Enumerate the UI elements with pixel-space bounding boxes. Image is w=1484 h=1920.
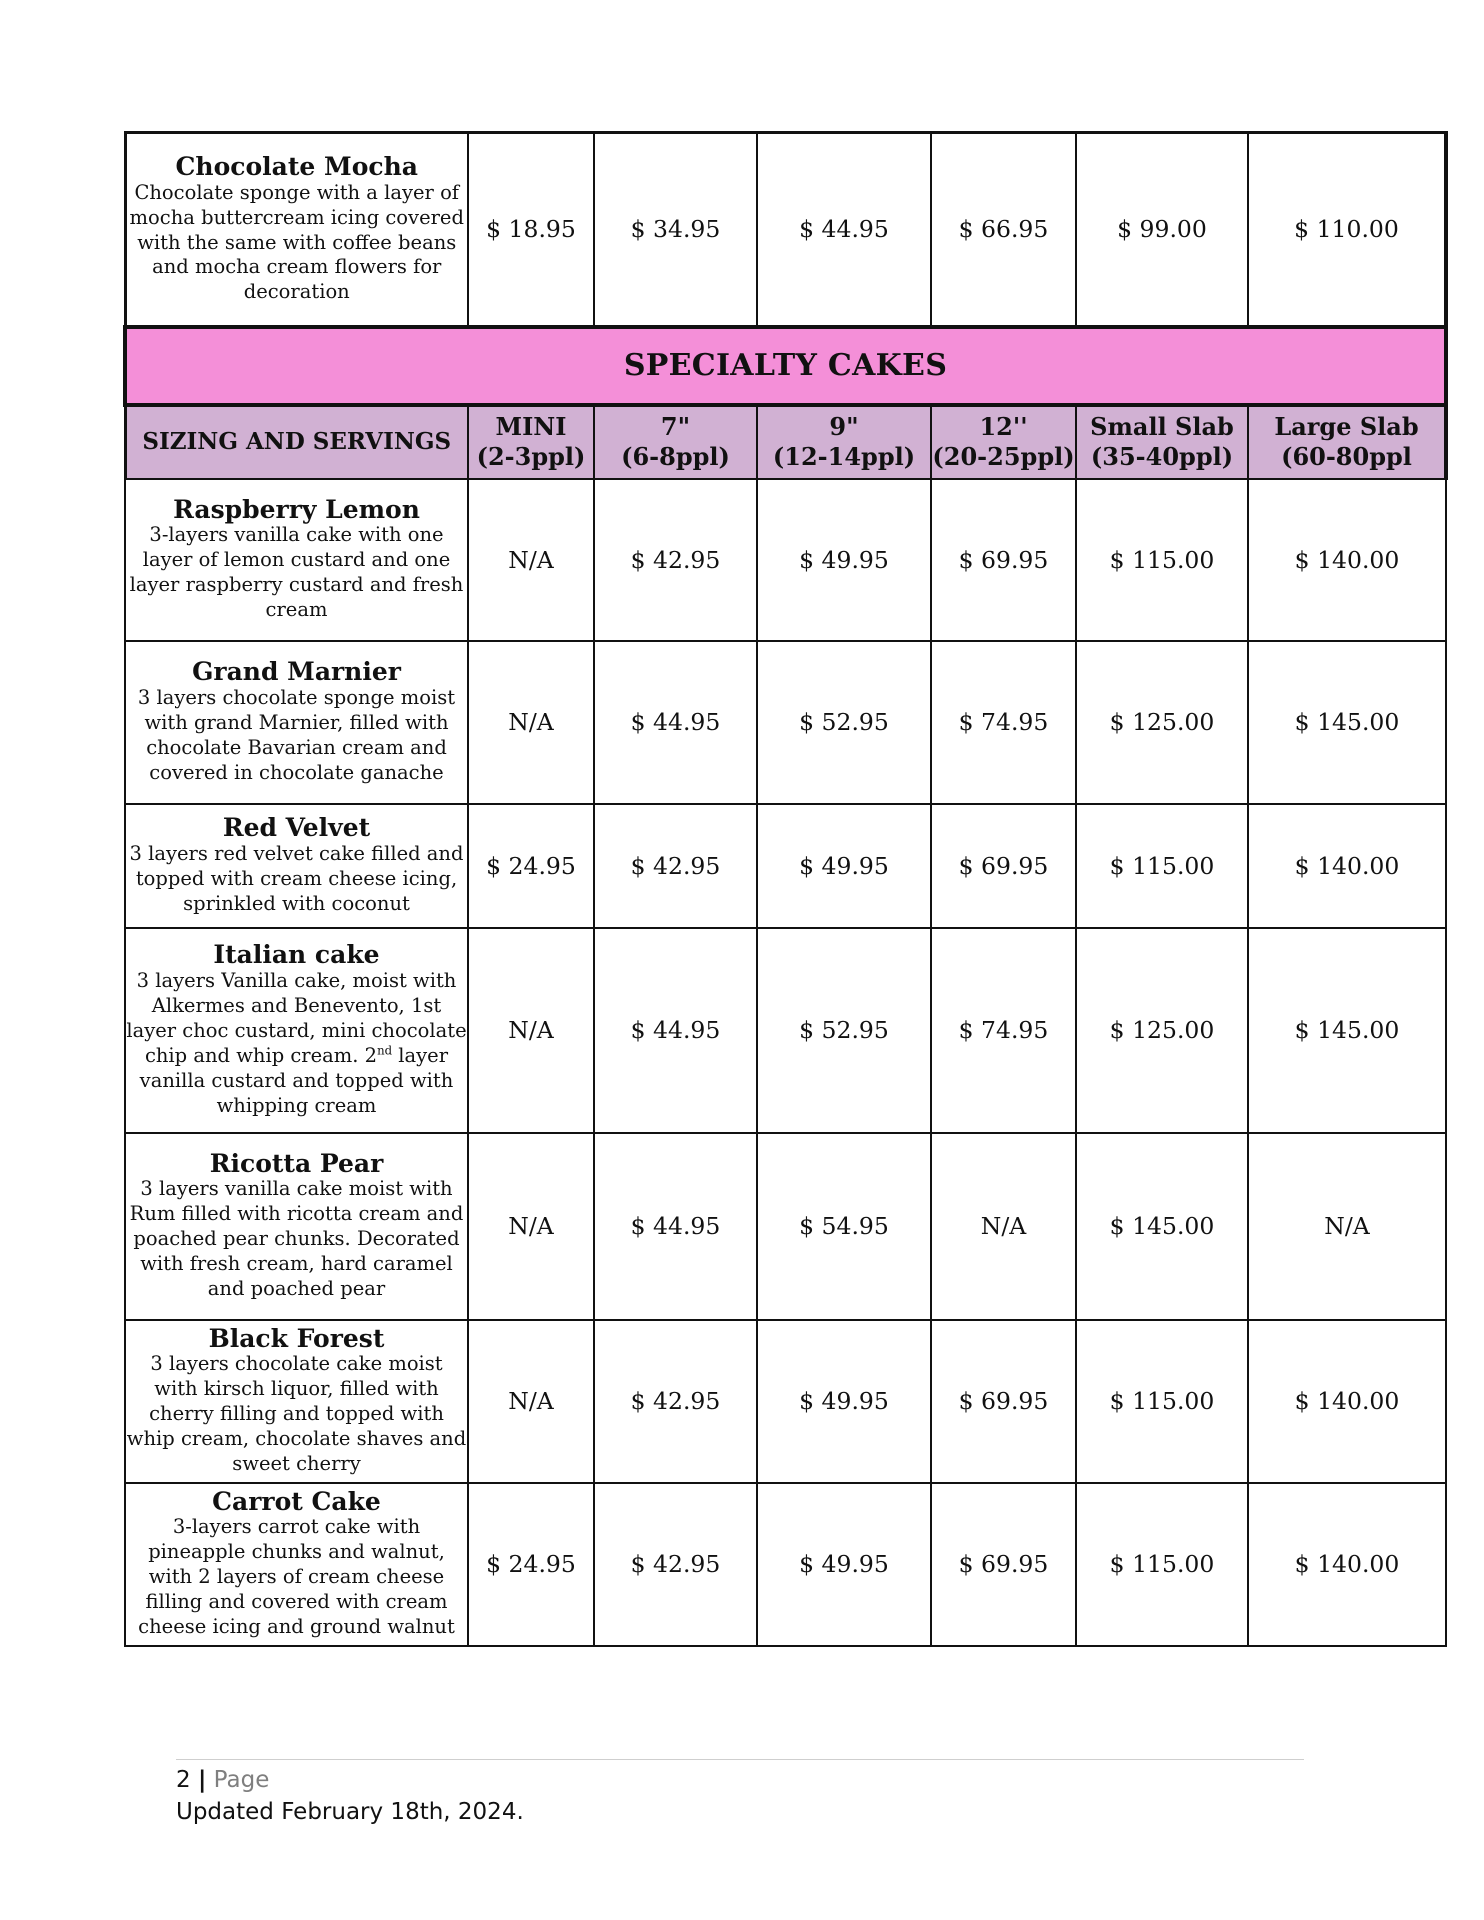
page-separator: |: [197, 1767, 207, 1793]
price-9in: $ 44.95: [757, 133, 931, 327]
header-servings: (12-14ppl): [772, 442, 916, 471]
cake-cell: [125, 479, 468, 641]
price-mini: $ 24.95: [468, 1483, 594, 1646]
price-mini: $ 24.95: [468, 804, 594, 928]
price-mini: N/A: [468, 479, 594, 641]
price-small-slab: $ 115.00: [1076, 1320, 1248, 1483]
header-size: Small Slab: [1090, 412, 1234, 441]
header-9in: [757, 405, 931, 479]
cake-name: Italian cake: [213, 940, 380, 970]
price-large-slab: $ 145.00: [1248, 641, 1446, 804]
price-large-slab: $ 145.00: [1248, 928, 1446, 1133]
cake-name: Red Velvet: [222, 813, 371, 843]
price-9in: $ 49.95: [757, 479, 931, 641]
table-row: [125, 1320, 1446, 1483]
cake-cell: [125, 641, 468, 804]
table-row: [125, 804, 1446, 928]
price-7in: $ 44.95: [594, 928, 757, 1133]
cake-cell: [125, 133, 468, 327]
cake-cell: [125, 804, 468, 928]
price-9in: $ 54.95: [757, 1133, 931, 1320]
cake-description: 3-layers vanilla cake with one layer of lemon custard and one layer raspberry custard and fresh cream: [129, 523, 464, 622]
cake-cell: [125, 1133, 468, 1320]
price-mini: N/A: [468, 641, 594, 804]
price-mini: N/A: [468, 928, 594, 1133]
page-indicator: [176, 1764, 524, 1796]
price-large-slab: N/A: [1248, 1133, 1446, 1320]
cake-name: Black Forest: [208, 1323, 385, 1353]
price-12in: $ 69.95: [931, 804, 1076, 928]
price-12in: N/A: [931, 1133, 1076, 1320]
price-small-slab: $ 115.00: [1076, 479, 1248, 641]
price-large-slab: $ 140.00: [1248, 1483, 1446, 1646]
cake-description: 3 layers vanilla cake moist with Rum filled with ricotta cream and poached pear chunks. Decorated with fresh cream, hard caramel and poached pear: [129, 1177, 464, 1301]
cake-description: 3 layers chocolate sponge moist with grand Marnier, filled with chocolate Bavarian cream and covered in chocolate ganache: [137, 685, 456, 784]
section-title: SPECIALTY CAKES: [125, 327, 1446, 405]
table-row: [125, 641, 1446, 804]
price-12in: $ 69.95: [931, 1320, 1076, 1483]
table-row: [125, 928, 1446, 1133]
cake-name: Carrot Cake: [212, 1486, 381, 1516]
table-row: [125, 133, 1446, 327]
page-footer: [176, 1764, 524, 1828]
table-row: [125, 479, 1446, 641]
price-small-slab: $ 125.00: [1076, 928, 1248, 1133]
price-12in: $ 74.95: [931, 928, 1076, 1133]
price-large-slab: $ 140.00: [1248, 479, 1446, 641]
description-text: layer vanilla custard and topped with whipping cream: [139, 1043, 454, 1117]
cake-cell: [125, 1320, 468, 1483]
price-large-slab: $ 140.00: [1248, 1320, 1446, 1483]
price-9in: $ 49.95: [757, 1483, 931, 1646]
price-9in: $ 49.95: [757, 804, 931, 928]
cake-description: [126, 969, 467, 1119]
price-small-slab: $ 115.00: [1076, 1483, 1248, 1646]
header-servings: (20-25ppl): [932, 442, 1075, 471]
header-servings: (2-3ppl): [476, 442, 586, 471]
price-small-slab: $ 125.00: [1076, 641, 1248, 804]
section-band: [125, 327, 1446, 405]
price-small-slab: $ 115.00: [1076, 804, 1248, 928]
price-mini: $ 18.95: [468, 133, 594, 327]
price-9in: $ 49.95: [757, 1320, 931, 1483]
cake-description: 3 layers red velvet cake filled and topped with cream cheese icing, sprinkled with coconut: [129, 841, 464, 915]
header-mini: [468, 405, 594, 479]
cake-description: Chocolate sponge with a layer of mocha buttercream icing covered with the same with coffee beans and mocha cream flowers for decoration: [129, 180, 464, 304]
description-text: 3 layers Vanilla cake, moist with Alkermes and Benevento, 1st layer choc custard, mini chocolate chip and whip cream. 2: [126, 968, 467, 1067]
price-large-slab: $ 110.00: [1248, 133, 1446, 327]
header-7in: [594, 405, 757, 479]
price-12in: $ 66.95: [931, 133, 1076, 327]
price-mini: N/A: [468, 1133, 594, 1320]
price-12in: $ 74.95: [931, 641, 1076, 804]
page-label: Page: [213, 1767, 270, 1793]
cake-cell: [125, 1483, 468, 1646]
cake-name: Chocolate Mocha: [175, 152, 418, 182]
cake-cell: [125, 928, 468, 1133]
price-small-slab: $ 145.00: [1076, 1133, 1248, 1320]
price-7in: $ 44.95: [594, 641, 757, 804]
table-row: [125, 1133, 1446, 1320]
header-size: Large Slab: [1274, 412, 1419, 441]
price-12in: $ 69.95: [931, 1483, 1076, 1646]
header-size: MINI: [495, 412, 567, 441]
price-9in: $ 52.95: [757, 928, 931, 1133]
header-size: 12'': [979, 412, 1028, 441]
price-mini: N/A: [468, 1320, 594, 1483]
price-table: [123, 131, 1448, 1647]
page-number: 2: [176, 1767, 191, 1793]
header-small-slab: [1076, 405, 1248, 479]
price-large-slab: $ 140.00: [1248, 804, 1446, 928]
price-9in: $ 52.95: [757, 641, 931, 804]
header-size: 9": [829, 412, 859, 441]
cake-name: Raspberry Lemon: [173, 494, 420, 524]
price-7in: $ 42.95: [594, 1320, 757, 1483]
cake-description: 3-layers carrot cake with pineapple chunks and walnut, with 2 layers of cream cheese filling and covered with cream cheese icing and ground walnut: [138, 1515, 455, 1639]
footer-divider: [176, 1759, 1304, 1760]
price-12in: $ 69.95: [931, 479, 1076, 641]
cake-name: Ricotta Pear: [209, 1148, 384, 1178]
price-7in: $ 42.95: [594, 479, 757, 641]
price-7in: $ 44.95: [594, 1133, 757, 1320]
header-sizing: SIZING AND SERVINGS: [125, 405, 468, 479]
header-large-slab: [1248, 405, 1446, 479]
header-servings: (35-40ppl): [1090, 442, 1234, 471]
price-7in: $ 42.95: [594, 804, 757, 928]
header-12in: [931, 405, 1076, 479]
table-row: [125, 1483, 1446, 1646]
header-servings: (6-8ppl): [621, 442, 730, 471]
ordinal-suffix: nd: [377, 1043, 393, 1058]
price-7in: $ 42.95: [594, 1483, 757, 1646]
price-small-slab: $ 99.00: [1076, 133, 1248, 327]
header-servings: (60-80ppl: [1281, 442, 1412, 471]
updated-date: Updated February 18th, 2024.: [176, 1799, 524, 1826]
cake-name: Grand Marnier: [192, 657, 401, 687]
header-row: [125, 405, 1446, 479]
header-size: 7": [660, 412, 691, 441]
cake-description: 3 layers chocolate cake moist with kirsch liquor, filled with cherry filling and topped with whip cream, chocolate shaves and sweet cherry: [126, 1352, 467, 1476]
price-7in: $ 34.95: [594, 133, 757, 327]
